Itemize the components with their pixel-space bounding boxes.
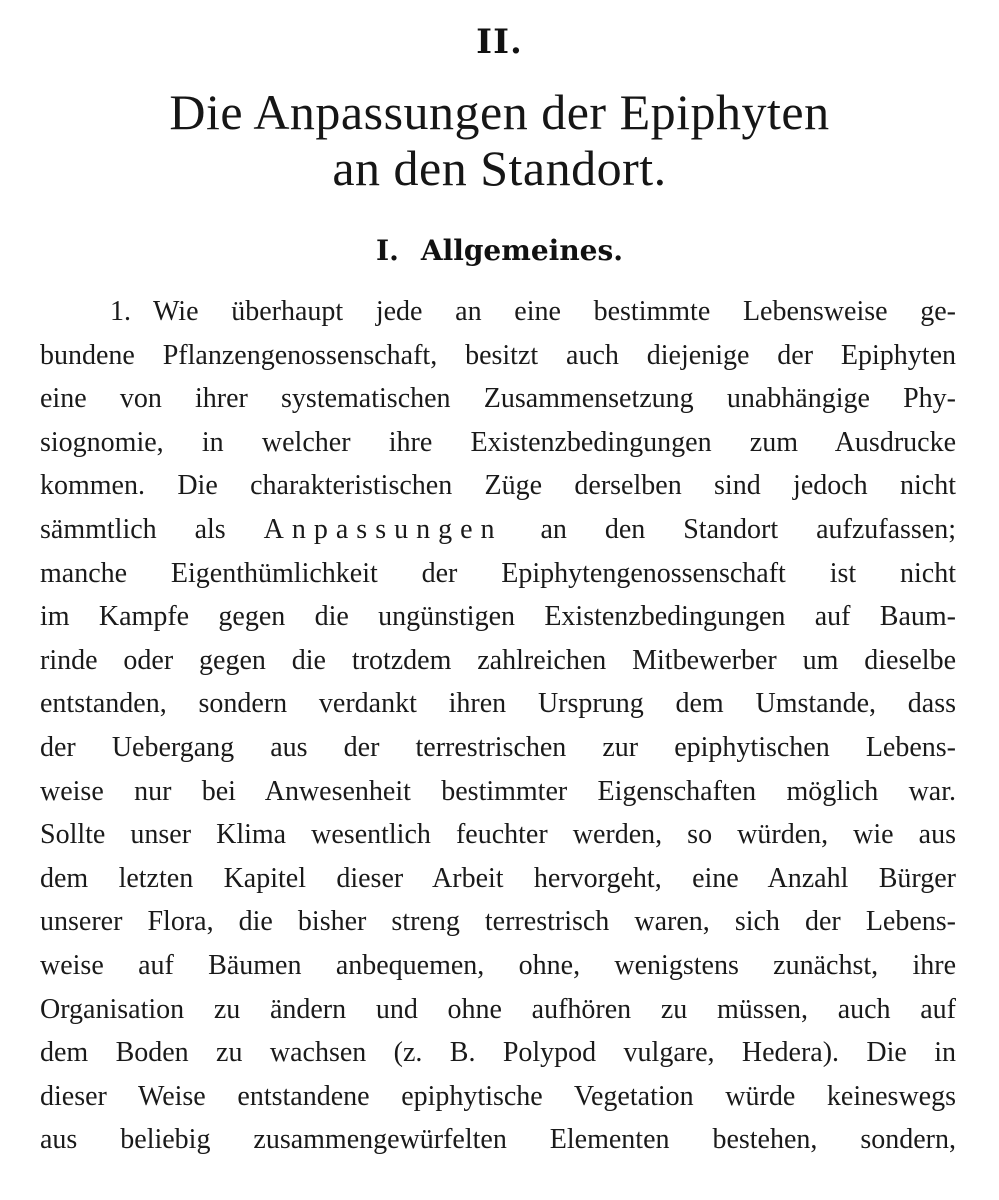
text-line: bundene Pflanzengenossenschaft, besitzt auch diejenige der Epiphyten	[40, 339, 956, 371]
text-line: unserer Flora, die bisher streng terrestrisch waren, sich der Lebens-	[40, 906, 956, 938]
text-line: dem Boden zu wachsen (z. B. Polypod vulgare, Hedera). Die in	[40, 1037, 956, 1069]
text-line: rinde oder gegen die trotzdem zahlreichen Mitbewerber um dieselbe	[40, 644, 956, 676]
text-line: dieser Weise entstandene epiphytische Vegetation würde keineswegs	[40, 1080, 956, 1112]
text-line: eine von ihrer systematischen Zusammensetzung unabhängige Phy-	[40, 383, 956, 415]
text-line: siognomie, in welcher ihre Existenzbedingungen zum Ausdrucke	[40, 426, 956, 458]
text-line: entstanden, sondern verdankt ihren Ursprung dem Umstande, dass	[40, 688, 956, 720]
text-line: Organisation zu ändern und ohne aufhören zu müssen, auch auf	[40, 993, 956, 1025]
text-line: Sollte unser Klima wesentlich feuchter werden, so würden, wie aus	[40, 819, 956, 851]
text-line: dem letzten Kapitel dieser Arbeit hervorgeht, eine Anzahl Bürger	[40, 862, 956, 894]
chapter-title-line-2: an den Standort.	[332, 140, 667, 196]
section-title: Allgemeines.	[420, 234, 623, 267]
chapter-title-line-1: Die Anpassungen der Epiphyten	[169, 84, 830, 140]
text-line: weise nur bei Anwesenheit bestimmter Eigenschaften möglich war.	[40, 775, 956, 807]
text-line: manche Eigenthümlichkeit der Epiphytengenossenschaft ist nicht	[40, 557, 956, 589]
chapter-number: II.	[476, 22, 523, 62]
chapter-title	[0, 84, 999, 196]
paragraph-number: 1.	[110, 296, 131, 327]
paragraph-1	[40, 290, 956, 1162]
section-heading	[0, 234, 999, 267]
emphasized-word: Anpassungen	[263, 513, 503, 545]
text-line: kommen. Die charakteristischen Züge derselben sind jedoch nicht	[40, 470, 956, 502]
text-line: sämmtlich als Anpassungen an den Standort aufzufassen;	[40, 513, 956, 545]
text-line: aus beliebig zusammengewürfelten Elementen bestehen, sondern,	[40, 1124, 956, 1156]
text-line: der Uebergang aus der terrestrischen zur epiphytischen Lebens-	[40, 731, 956, 763]
text-line: weise auf Bäumen anbequemen, ohne, wenigstens zunächst, ihre	[40, 949, 956, 981]
text-line: im Kampfe gegen die ungünstigen Existenzbedingungen auf Baum-	[40, 601, 956, 633]
section-number: I.	[375, 234, 399, 267]
text-line: 1. Wie überhaupt jede an eine bestimmte Lebensweise ge-	[110, 296, 956, 327]
